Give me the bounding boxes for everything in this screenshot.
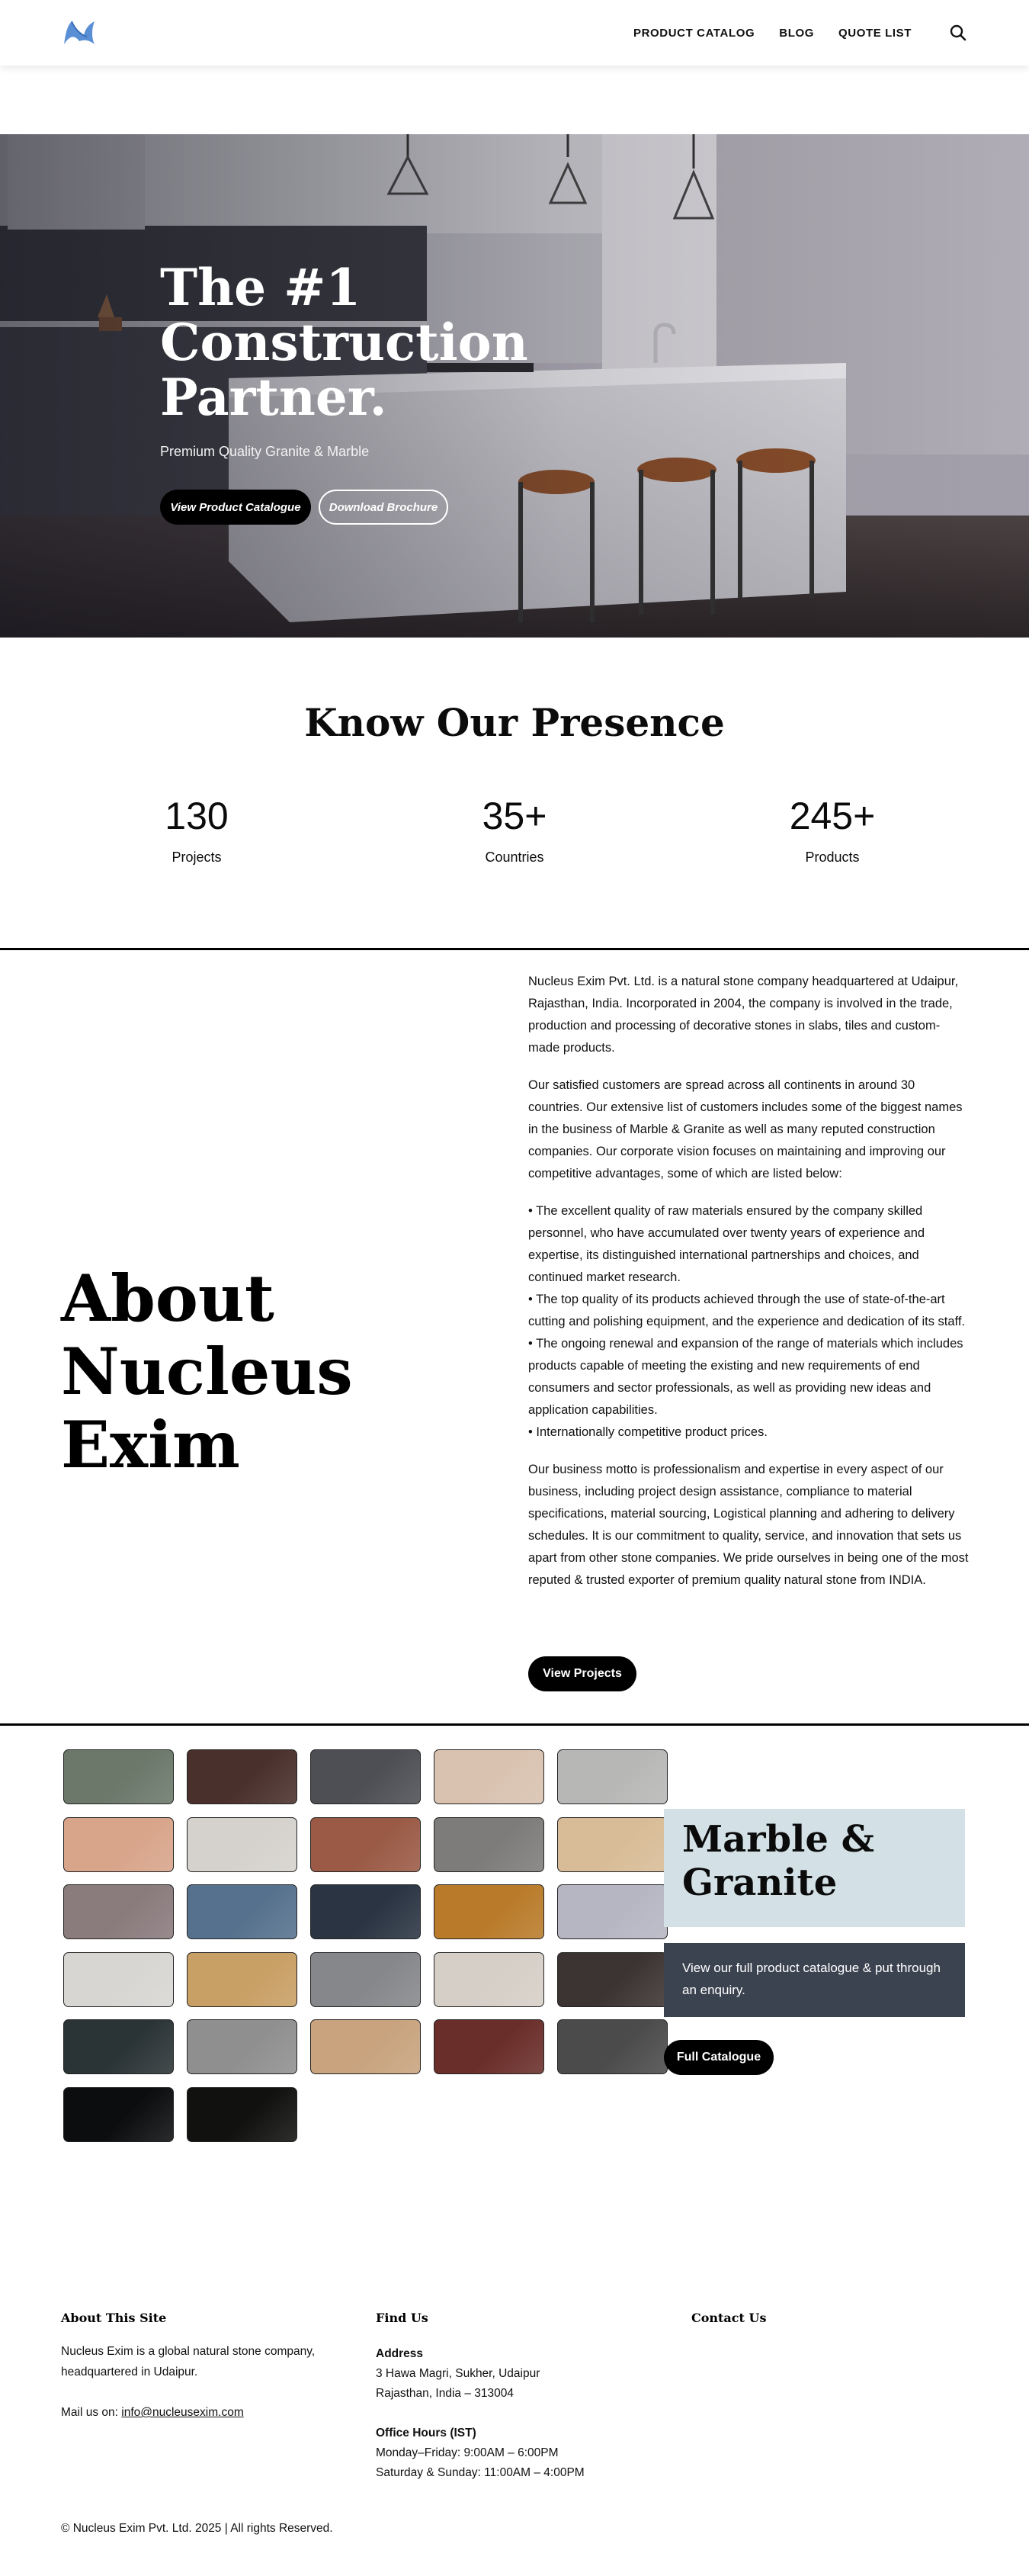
stone-swatch[interactable] [310,1952,421,2007]
stone-swatch[interactable] [310,1749,421,1804]
hero-banner [0,134,1029,638]
about-paragraph: Our business motto is professionalism and expertise in every aspect of our business, including project design assistance, compliance to material specifications, material sourcing, Logistical planning and adhering to delivery schedules. It is our commitment to quality, service, and innovation that sets us apart from other stone companies. We pride ourselves in being one of the most reputed & trusted exporter of premium quality natural stone from INDIA. [528,1463,969,1587]
stone-swatch[interactable] [187,1749,297,1804]
copyright: © Nucleus Exim Pvt. Ltd. 2025 | All rights Reserved. [61,2522,333,2535]
catalogue-description: View our full product catalogue & put through an enquiry. [682,1961,941,1997]
full-catalogue-button[interactable]: Full Catalogue [664,2040,774,2075]
view-product-catalogue-button[interactable]: View Product Catalogue [160,490,311,525]
footer-find-heading: Find Us [376,2311,428,2325]
stat-value: 245+ [789,795,876,837]
stone-swatch[interactable] [187,1884,297,1939]
stat-value: 35+ [482,795,547,837]
stone-swatch[interactable] [434,2019,544,2074]
about-paragraph: Nucleus Exim Pvt. Ltd. is a natural stone company headquartered at Udaipur, Rajasthan, India. Incorporated in 2004, the company is involved in the trade, production and processing of decorative stones in slabs, tiles and custom-made products. [528,975,959,1055]
about-paragraph: Our satisfied customers are spread across all continents in around 30 countries. Our extensive list of customers includes some of the biggest names in the business of Marble & Granite as well as many reputed construction companies. Our corporate vision focuses on maintaining and improving our competitive advantages, some of which are listed below: [528,1078,963,1180]
stone-swatch[interactable] [310,1884,421,1939]
view-projects-button[interactable]: View Projects [528,1656,636,1691]
stone-swatch[interactable] [557,1817,668,1872]
nav-product-catalog[interactable]: PRODUCT CATALOG [633,26,755,40]
stone-swatch[interactable] [63,1952,174,2007]
stone-swatch[interactable] [557,1952,668,2007]
stat-label: Products [805,850,860,865]
nucleus-logo-icon[interactable] [61,18,98,47]
stone-swatch[interactable] [310,2019,421,2074]
footer-about-text: Nucleus Exim is a global natural stone company, headquartered in Udaipur. [61,2345,316,2378]
footer-email-link[interactable]: info@nucleusexim.com [121,2406,244,2419]
about-title: About Nucleus Exim [61,1261,353,1482]
stat-products [718,793,947,866]
footer-hours-line: Saturday & Sunday: 11:00AM – 4:00PM [376,2466,585,2479]
stone-swatch[interactable] [187,2019,297,2074]
presence-title: Know Our Presence [304,700,725,745]
stone-swatch[interactable] [63,2087,174,2142]
stone-swatch[interactable] [434,1749,544,1804]
site-header [0,0,1029,66]
catalogue-title: Marble & Granite [682,1818,874,1904]
stone-swatch[interactable] [434,1817,544,1872]
stone-swatch[interactable] [63,1884,174,1939]
stat-label: Countries [485,850,544,865]
footer-hours-label: Office Hours (IST) [376,2427,476,2439]
stone-swatch[interactable] [187,1952,297,2007]
stone-swatch[interactable] [557,1749,668,1804]
bullet-item: • Internationally competitive product prices. [528,1425,768,1439]
stone-swatch[interactable] [63,2019,174,2074]
stone-swatch[interactable] [557,2019,668,2074]
section-divider [0,1723,1029,1726]
stone-swatch[interactable] [434,1952,544,2007]
stone-swatch[interactable] [557,1884,668,1939]
stone-swatch[interactable] [63,1749,174,1804]
section-divider [0,948,1029,950]
stat-countries [400,793,629,866]
footer-hours-line: Monday–Friday: 9:00AM – 6:00PM [376,2446,559,2459]
hero-subtitle: Premium Quality Granite & Marble [160,444,370,459]
footer-about-heading: About This Site [61,2311,167,2325]
footer-mail [61,2402,244,2423]
footer-mail-label: Mail us on: [61,2406,118,2419]
stat-projects [82,793,311,866]
main-nav [609,0,968,66]
stat-label: Projects [172,850,222,865]
download-brochure-button[interactable]: Download Brochure [319,490,448,525]
footer-address-line: 3 Hawa Magri, Sukher, Udaipur [376,2367,540,2380]
nav-blog[interactable]: BLOG [779,26,814,40]
stat-value: 130 [165,795,229,837]
stone-swatch[interactable] [434,1884,544,1939]
search-icon[interactable] [948,23,968,43]
stone-swatch[interactable] [310,1817,421,1872]
bullet-item: • The ongoing renewal and expansion of the range of materials which includes products capable of meeting the existing and new requirements of end consumers and sector professionals, as well as providing new ideas and application capabilities. [528,1337,963,1417]
stone-swatch[interactable] [63,1817,174,1872]
bullet-item: • The excellent quality of raw materials ensured by the company skilled personnel, who have accumulated over twenty years of experience and expertise, its distinguished international partnerships and choices, and continued market research. [528,1204,925,1284]
footer-contact-heading: Contact Us [691,2311,767,2325]
footer-address-line: Rajasthan, India – 313004 [376,2387,514,2400]
hero-title: The #1 Construction Partner. [160,258,528,427]
stone-swatch[interactable] [187,1817,297,1872]
bullet-item: • The top quality of its products achieved through the use of state-of-the-art cutting and polishing equipment, and the experience and dedication of its staff. [528,1293,966,1328]
about-bullets [528,1200,969,1444]
stone-swatch[interactable] [187,2087,297,2142]
footer-address-label: Address [376,2347,424,2360]
nav-quote-list[interactable]: QUOTE LIST [838,26,912,40]
about-text [528,971,969,1607]
